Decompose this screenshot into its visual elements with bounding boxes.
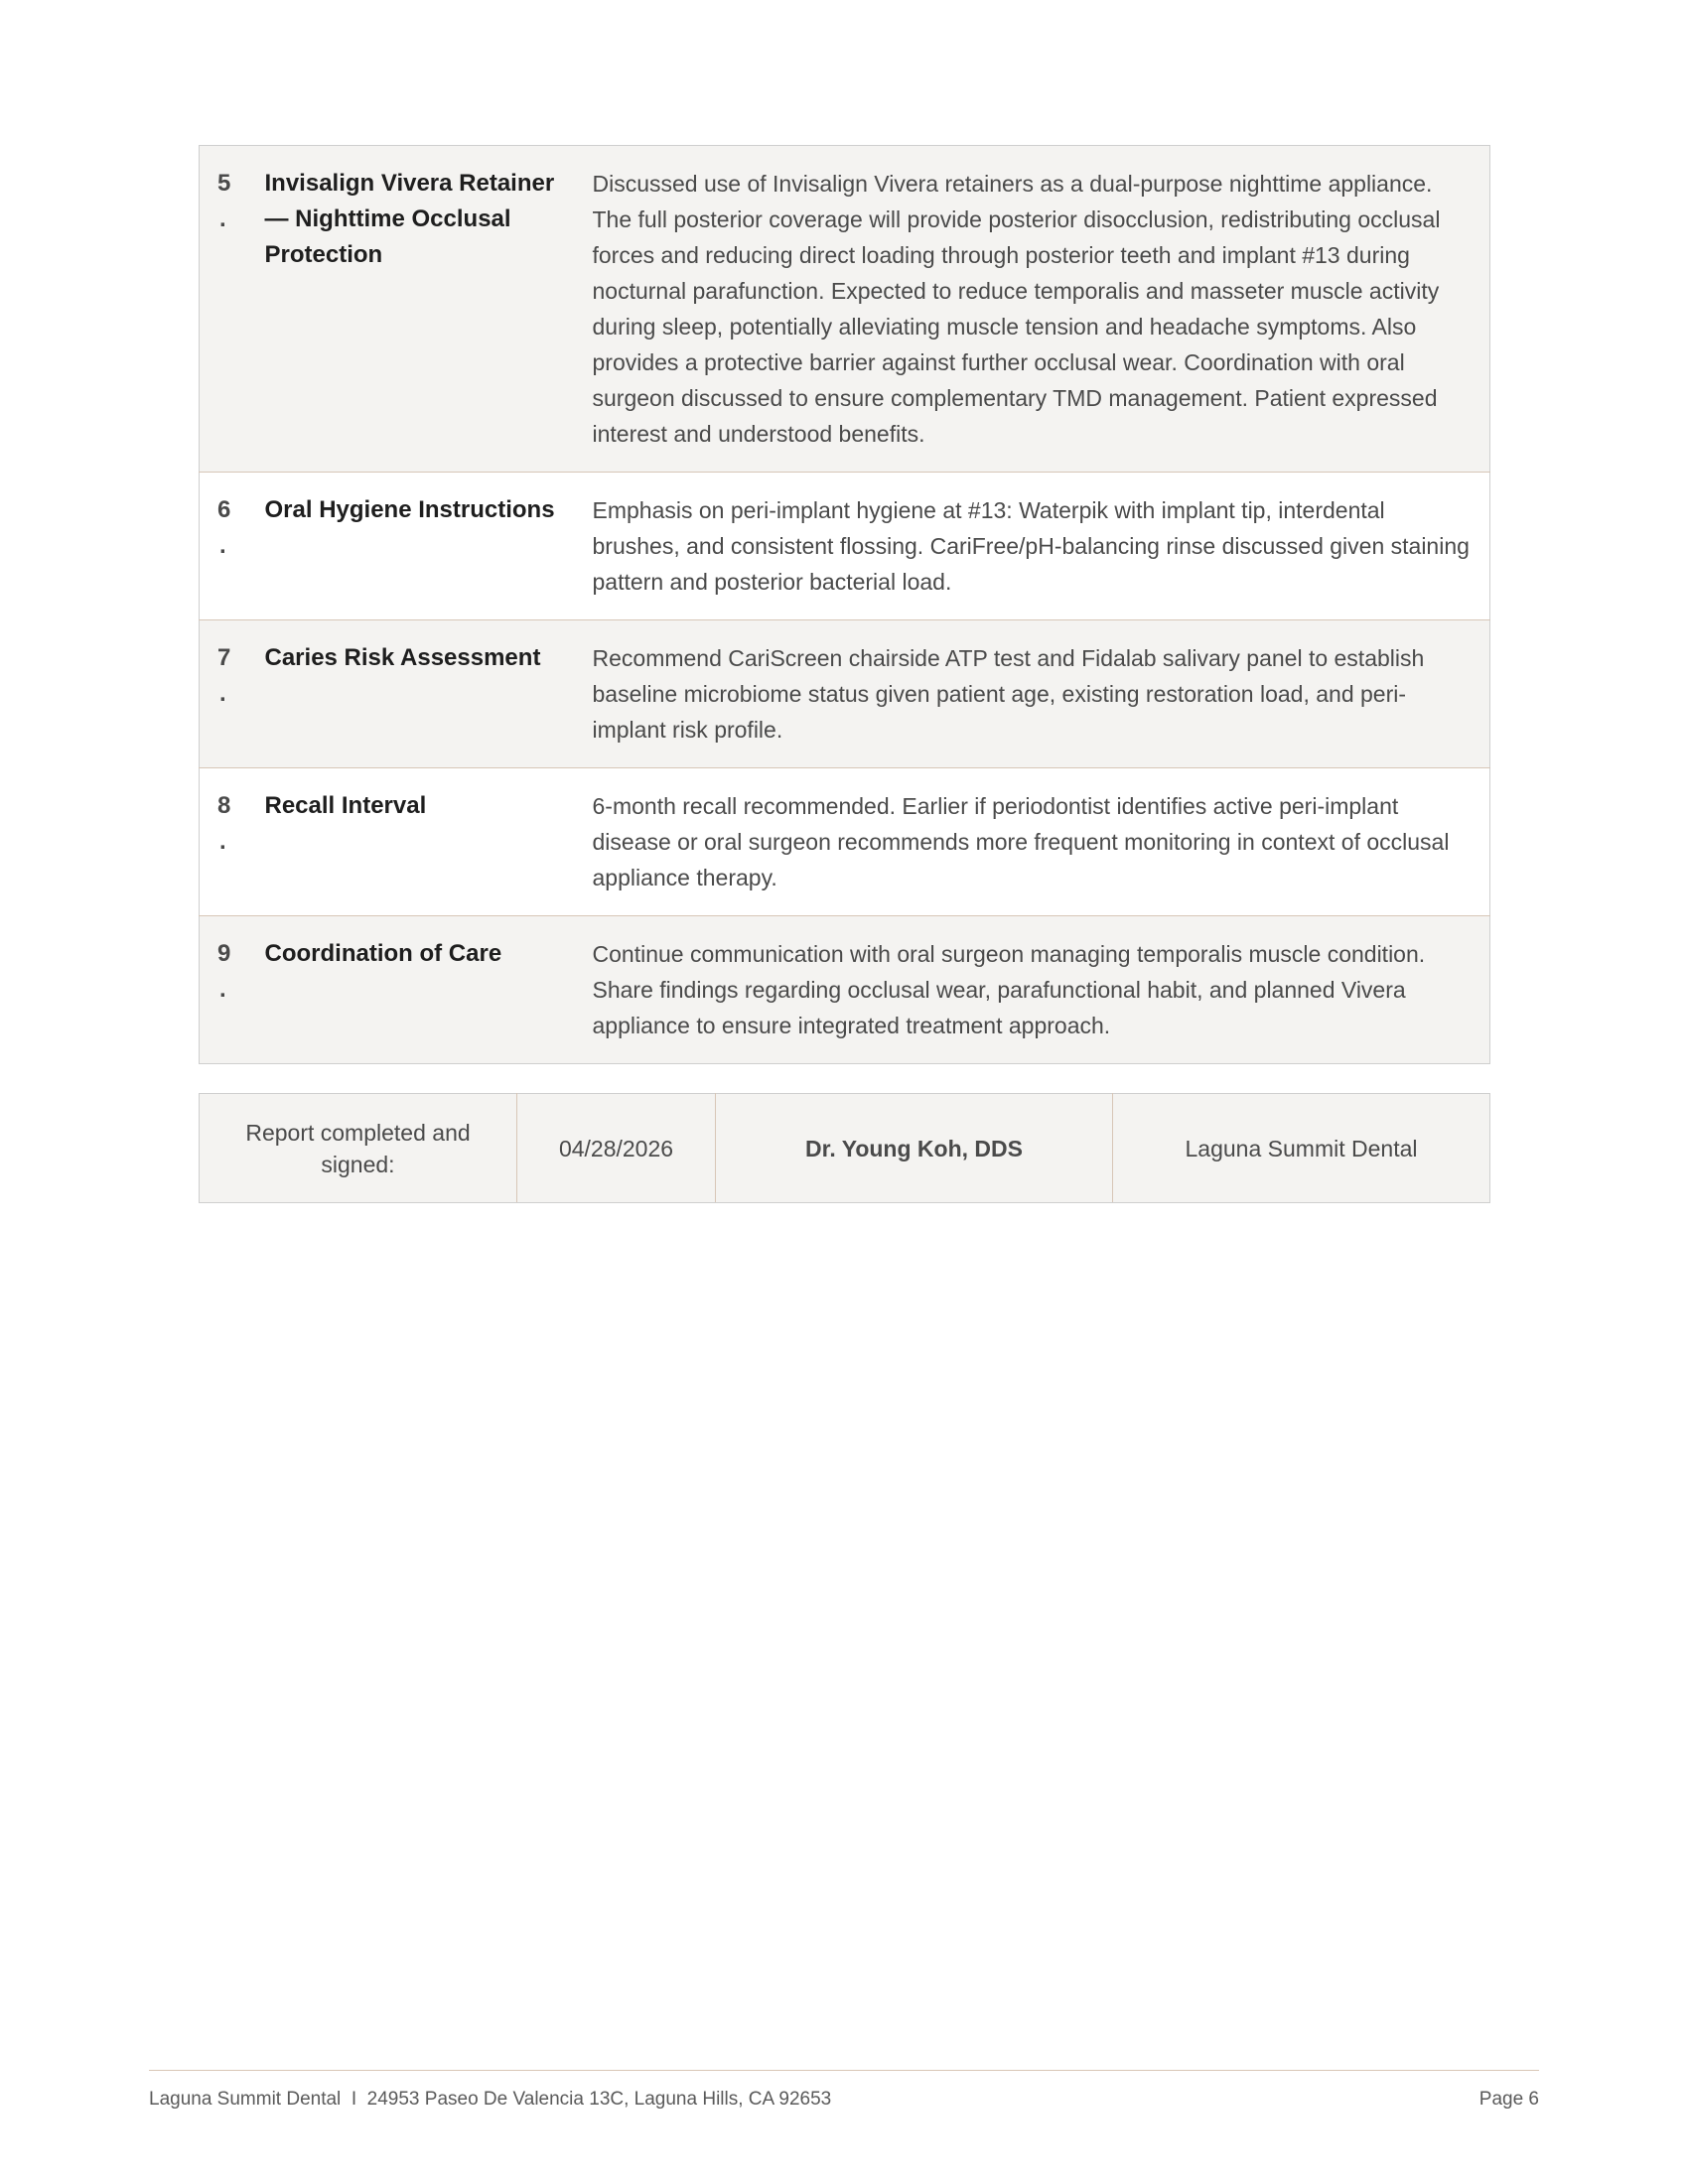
recommendation-number <box>200 768 245 916</box>
recommendation-description: Discussed use of Invisalign Vivera retainers as a dual-purpose nighttime appliance. The full posterior coverage will provide posterior disocclusion, redistributing occlusal forces and reducing direct loading through posterior teeth and implant #13 during nocturnal parafunction. Expected to reduce temporalis and masseter muscle activity during sleep, potentially alleviating muscle tension and headache symptoms. Also provides a protective barrier against further occlusal wear. Coordination with oral surgeon discussed to ensure complementary TMD management. Patient expressed interest and understood benefits. <box>593 146 1490 473</box>
recommendation-row <box>200 473 1490 620</box>
signature-block <box>199 1093 1490 1203</box>
recommendation-number-value: 9 <box>217 940 231 967</box>
recommendation-number-suffix: . <box>219 976 226 1003</box>
recommendation-number-suffix: . <box>219 532 226 559</box>
recommendation-number-value: 5 <box>217 170 231 197</box>
recommendation-row <box>200 916 1490 1064</box>
recommendation-title: Invisalign Vivera Retainer — Nighttime Occlusal Protection <box>245 146 593 473</box>
recommendation-title: Oral Hygiene Instructions <box>245 473 593 620</box>
recommendation-title: Recall Interval <box>245 768 593 916</box>
footer-address: Laguna Summit Dental I 24953 Paseo De Valencia 13C, Laguna Hills, CA 92653 <box>149 2089 832 2110</box>
recommendation-number-value: 7 <box>217 644 231 671</box>
recommendation-number-value: 6 <box>217 496 231 523</box>
recommendation-row <box>200 620 1490 768</box>
recommendation-description: Recommend CariScreen chairside ATP test and Fidalab salivary panel to establish baseline microbiome status given patient age, existing restoration load, and peri-implant risk profile. <box>593 620 1490 768</box>
recommendation-row <box>200 146 1490 473</box>
signature-date: 04/28/2026 <box>517 1094 716 1203</box>
recommendation-description: Emphasis on peri-implant hygiene at #13: Waterpik with implant tip, interdental brushes, and consistent flossing. CariFree/pH-balancing rinse discussed given staining pattern and posterior bacterial load. <box>593 473 1490 620</box>
recommendation-title: Coordination of Care <box>245 916 593 1064</box>
recommendation-number-suffix: . <box>219 680 226 707</box>
recommendation-title: Caries Risk Assessment <box>245 620 593 768</box>
footer-page-number: Page 6 <box>1478 2089 1539 2110</box>
recommendation-number-suffix: . <box>219 205 226 232</box>
recommendation-row <box>200 768 1490 916</box>
signature-provider: Dr. Young Koh, DDS <box>716 1094 1113 1203</box>
signature-label: Report completed and signed: <box>200 1094 517 1203</box>
recommendation-number-value: 8 <box>217 792 231 819</box>
signature-practice: Laguna Summit Dental <box>1113 1094 1490 1203</box>
recommendation-number <box>200 473 245 620</box>
recommendation-number <box>200 620 245 768</box>
footer-divider <box>149 2070 1539 2071</box>
recommendations-table <box>199 145 1490 1064</box>
recommendation-number <box>200 916 245 1064</box>
recommendation-number-suffix: . <box>219 828 226 855</box>
recommendation-description: Continue communication with oral surgeon managing temporalis muscle condition. Share findings regarding occlusal wear, parafunctional habit, and planned Vivera appliance to ensure integrated treatment approach. <box>593 916 1490 1064</box>
recommendation-description: 6-month recall recommended. Earlier if periodontist identifies active peri-implant disease or oral surgeon recommends more frequent monitoring in context of occlusal appliance therapy. <box>593 768 1490 916</box>
recommendation-number <box>200 146 245 473</box>
